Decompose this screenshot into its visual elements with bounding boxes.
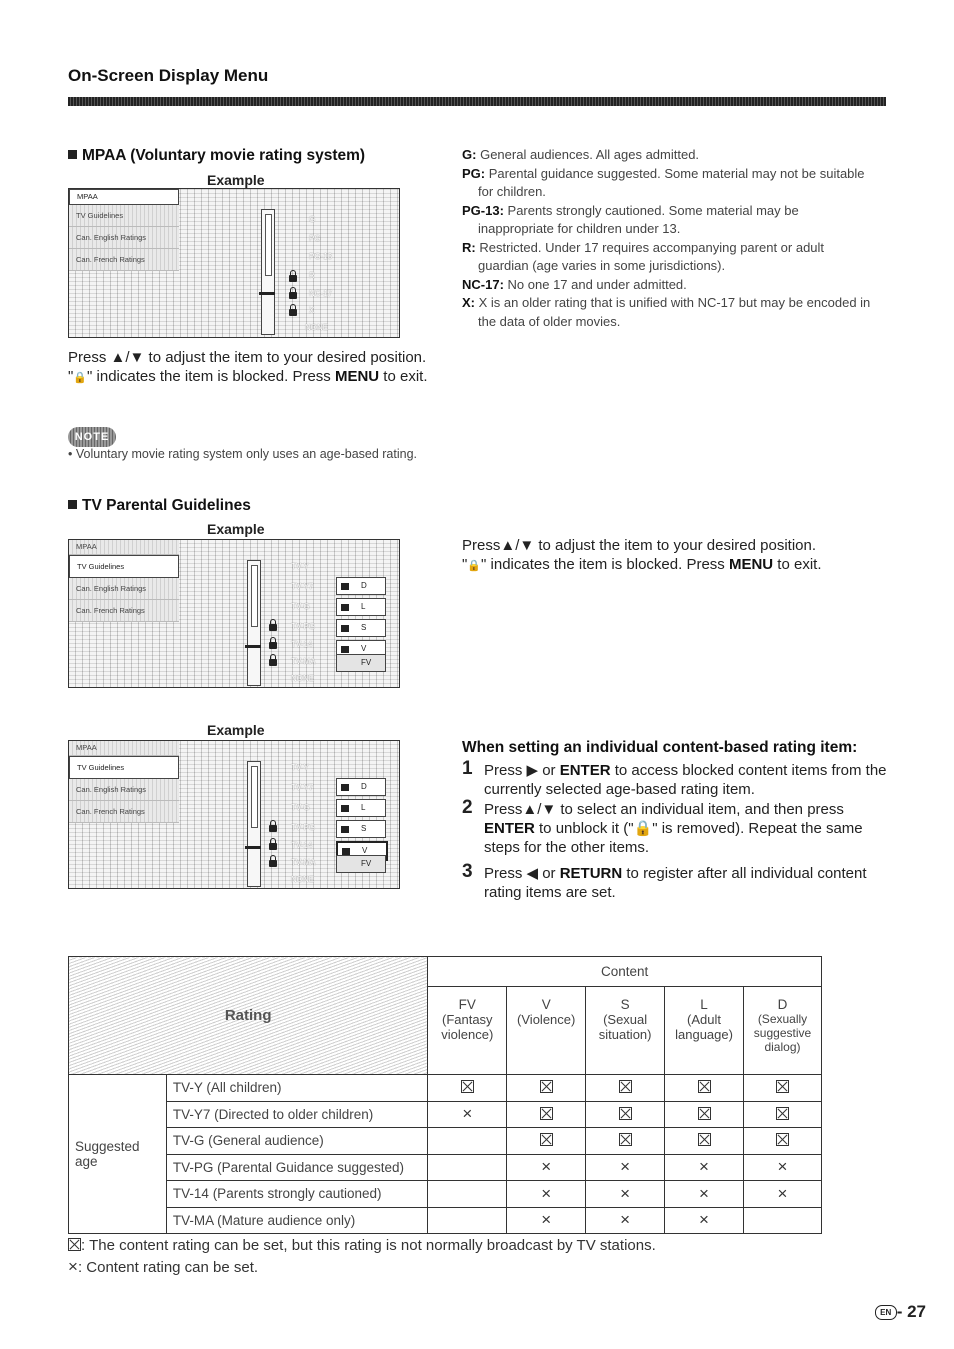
content-item-s: S bbox=[336, 820, 386, 838]
mpaa-heading: MPAA (Voluntary movie rating system) bbox=[68, 147, 365, 165]
box-cross-icon bbox=[698, 1107, 711, 1120]
cross-icon: × bbox=[462, 1104, 473, 1124]
def-pg: PG: Parental guidance suggested. Some material may not be suitable for children. bbox=[462, 165, 865, 199]
rating-cell bbox=[586, 1128, 665, 1155]
box-cross-icon bbox=[461, 1080, 474, 1093]
menu-item-tv-guidelines: TV Guidelines bbox=[69, 555, 179, 578]
tv-example2-label: Example bbox=[207, 722, 265, 738]
suggested-age-label: Suggested age bbox=[69, 1075, 167, 1234]
rating-slider bbox=[261, 209, 275, 335]
level-tv-14: TV-14 bbox=[291, 640, 313, 649]
level-tv-pg: TV-PG bbox=[291, 823, 316, 832]
content-header: Content bbox=[428, 957, 822, 987]
def-x: X: X is an older rating that is unified with NC-17 but may be encoded in the data of older movies. bbox=[462, 295, 871, 329]
rating-cell bbox=[507, 1207, 586, 1234]
level-tv-y: TV-Y bbox=[291, 763, 309, 772]
menu-item-mpaa: MPAA bbox=[69, 540, 179, 555]
cross-icon: × bbox=[541, 1157, 552, 1177]
page-header: On-Screen Display Menu bbox=[68, 66, 269, 85]
level-tv-y7: TV-Y7 bbox=[291, 582, 314, 591]
def-r: R: Restricted. Under 17 requires accompanying parent or adult guardian (age varies in some jurisdictions). bbox=[462, 239, 825, 273]
box-cross-icon bbox=[619, 1080, 632, 1093]
rating-cell bbox=[428, 1128, 507, 1155]
tv-screen-example-1 bbox=[68, 539, 400, 688]
box-cross-icon bbox=[540, 1133, 553, 1146]
rating-cell bbox=[507, 1075, 586, 1102]
note-badge: NOTE bbox=[68, 427, 116, 447]
level-tv-g: TV-G bbox=[291, 602, 310, 611]
level-r: R bbox=[309, 271, 315, 280]
box-cross-icon bbox=[698, 1133, 711, 1146]
box-cross-icon bbox=[540, 1080, 553, 1093]
menu-item-tv-guidelines: TV Guidelines bbox=[69, 205, 179, 227]
row-label: TV-Y7 (Directed to older children) bbox=[166, 1101, 427, 1128]
cross-icon: × bbox=[777, 1183, 788, 1203]
cross-icon: × bbox=[777, 1157, 788, 1177]
rating-menu bbox=[69, 540, 179, 622]
rating-cell bbox=[428, 1154, 507, 1181]
rating-cell bbox=[428, 1075, 507, 1102]
cross-icon: × bbox=[541, 1183, 552, 1203]
step-1: 1 Press ▶ or ENTER to access blocked content items from the currently selected age-based rating item. bbox=[462, 758, 887, 798]
row-label: TV-PG (Parental Guidance suggested) bbox=[166, 1154, 427, 1181]
def-pg13: PG-13: Parents strongly cautioned. Some material may be inappropriate for children under 13. bbox=[462, 202, 799, 236]
cross-icon: × bbox=[68, 1257, 78, 1276]
menu-item-can-english: Can. English Ratings bbox=[69, 779, 179, 801]
level-pg13: PG-13 bbox=[309, 252, 333, 261]
legend-x: ×: Content rating can be set. bbox=[68, 1257, 259, 1276]
step-3: 3 Press ◀ or RETURN to register after all individual content rating items are set. bbox=[462, 861, 867, 901]
box-cross-icon bbox=[776, 1080, 789, 1093]
square-bullet-icon bbox=[68, 150, 77, 159]
rating-cell bbox=[507, 1181, 586, 1208]
rating-cell bbox=[743, 1128, 821, 1155]
language-badge: EN bbox=[875, 1305, 897, 1320]
mpaa-example-label: Example bbox=[207, 172, 265, 188]
tv-heading: TV Parental Guidelines bbox=[68, 497, 251, 515]
content-item-d: D bbox=[336, 577, 386, 595]
rating-cell bbox=[586, 1207, 665, 1234]
level-tv-pg: TV-PG bbox=[291, 622, 316, 631]
rating-cell bbox=[665, 1181, 744, 1208]
level-none: NONE bbox=[305, 323, 329, 332]
mpaa-instructions: Press ▲/▼ to adjust the item to your desired position. "🔒" indicates the item is blocked. Press MENU to exit. bbox=[68, 349, 428, 385]
content-item-fv: FV bbox=[336, 654, 386, 672]
rating-cell bbox=[586, 1181, 665, 1208]
cross-icon: × bbox=[620, 1157, 631, 1177]
menu-item-can-french: Can. French Ratings bbox=[69, 249, 179, 271]
legend-box: : The content rating can be set, but this rating is not normally broadcast by TV stations. bbox=[68, 1237, 656, 1254]
menu-item-can-english: Can. English Ratings bbox=[69, 227, 179, 249]
table-row bbox=[69, 1154, 822, 1181]
rating-cell bbox=[428, 1181, 507, 1208]
box-cross-icon bbox=[776, 1107, 789, 1120]
lock-icon bbox=[269, 642, 277, 649]
rating-cell bbox=[586, 1154, 665, 1181]
menu-item-can-french: Can. French Ratings bbox=[69, 801, 179, 823]
rating-slider bbox=[247, 761, 261, 887]
col-v: V (Violence) bbox=[507, 987, 586, 1075]
cross-icon: × bbox=[620, 1210, 631, 1230]
rating-header-cell: Rating bbox=[69, 957, 428, 1075]
menu-item-can-english: Can. English Ratings bbox=[69, 578, 179, 600]
lock-icon bbox=[269, 860, 277, 867]
content-item-d: D bbox=[336, 778, 386, 796]
cross-icon: × bbox=[699, 1210, 709, 1230]
mpaa-note: • Voluntary movie rating system only uses an age-based rating. bbox=[68, 447, 418, 461]
row-label: TV-MA (Mature audience only) bbox=[166, 1207, 427, 1234]
table-row bbox=[69, 1101, 822, 1128]
box-cross-icon bbox=[776, 1133, 789, 1146]
rating-cell bbox=[507, 1154, 586, 1181]
lock-icon bbox=[269, 659, 277, 666]
lock-icon bbox=[289, 292, 297, 299]
lock-icon bbox=[269, 624, 277, 631]
level-tv-g: TV-G bbox=[291, 803, 310, 812]
level-none: NONE bbox=[291, 674, 315, 683]
square-bullet-icon bbox=[68, 500, 77, 509]
menu-item-tv-guidelines: TV Guidelines bbox=[69, 756, 179, 779]
mpaa-screen-example bbox=[68, 188, 400, 338]
content-item-fv: FV bbox=[336, 855, 386, 873]
level-tv-y: TV-Y bbox=[291, 562, 309, 571]
rating-cell bbox=[743, 1101, 821, 1128]
level-g: G bbox=[309, 215, 316, 224]
level-tv-ma: TV-MA bbox=[291, 858, 316, 867]
level-none: NONE bbox=[291, 875, 315, 884]
level-tv-14: TV-14 bbox=[291, 841, 313, 850]
lock-icon bbox=[289, 275, 297, 282]
menu-item-mpaa: MPAA bbox=[69, 741, 179, 756]
rating-cell bbox=[665, 1128, 744, 1155]
row-label: TV-Y (All children) bbox=[166, 1075, 427, 1102]
lock-icon bbox=[289, 309, 297, 316]
table-row bbox=[69, 1075, 822, 1102]
tv-screen-example-2 bbox=[68, 740, 400, 889]
level-tv-ma: TV-MA bbox=[291, 657, 316, 666]
header-rule bbox=[68, 97, 886, 106]
menu-item-mpaa: MPAA bbox=[69, 189, 179, 205]
cross-icon: × bbox=[620, 1183, 631, 1203]
rating-cell bbox=[507, 1128, 586, 1155]
table-row bbox=[69, 1128, 822, 1155]
rating-menu bbox=[69, 189, 179, 271]
rating-cell bbox=[743, 1075, 821, 1102]
rating-cell bbox=[507, 1101, 586, 1128]
col-fv: FV (Fantasy violence) bbox=[428, 987, 507, 1075]
rating-cell bbox=[665, 1154, 744, 1181]
rating-table bbox=[68, 956, 822, 1234]
tv-example-label: Example bbox=[207, 521, 265, 537]
cross-icon: × bbox=[541, 1210, 552, 1230]
rating-cell bbox=[743, 1181, 821, 1208]
box-cross-icon bbox=[619, 1133, 632, 1146]
def-nc17: NC-17: No one 17 and under admitted. bbox=[462, 276, 687, 292]
rating-cell bbox=[665, 1207, 744, 1234]
content-item-v: V bbox=[336, 640, 386, 658]
rating-cell bbox=[586, 1075, 665, 1102]
cross-icon: × bbox=[699, 1157, 709, 1177]
rating-cell bbox=[428, 1207, 507, 1234]
col-l: L (Adult language) bbox=[665, 987, 744, 1075]
level-tv-y7: TV-Y7 bbox=[291, 783, 314, 792]
content-item-v-selected: V bbox=[336, 841, 388, 861]
level-nc17: NC-17 bbox=[309, 289, 333, 298]
box-cross-icon bbox=[619, 1107, 632, 1120]
table-row bbox=[69, 1207, 822, 1234]
rating-cell bbox=[665, 1075, 744, 1102]
box-cross-icon bbox=[698, 1080, 711, 1093]
level-pg: PG bbox=[309, 234, 321, 243]
row-label: TV-G (General audience) bbox=[166, 1128, 427, 1155]
col-d: D (Sexually suggestive dialog) bbox=[743, 987, 821, 1075]
rating-cell bbox=[743, 1154, 821, 1181]
rating-cell bbox=[665, 1101, 744, 1128]
rating-cell bbox=[743, 1207, 821, 1234]
step-2: 2 Press▲/▼ to select an individual item, and then press ENTER to unblock it ("🔒" is removed). Repeat the same steps for the other items. bbox=[462, 797, 863, 856]
menu-item-can-french: Can. French Ratings bbox=[69, 600, 179, 622]
rating-slider bbox=[247, 560, 261, 686]
lock-icon bbox=[269, 825, 277, 832]
col-s: S (Sexual situation) bbox=[586, 987, 665, 1075]
box-cross-icon bbox=[540, 1107, 553, 1120]
rating-cell bbox=[586, 1101, 665, 1128]
row-label: TV-14 (Parents strongly cautioned) bbox=[166, 1181, 427, 1208]
table-row bbox=[69, 1181, 822, 1208]
content-item-s: S bbox=[336, 619, 386, 637]
lock-icon bbox=[269, 843, 277, 850]
content-item-l: L bbox=[336, 598, 386, 616]
mpaa-definitions bbox=[462, 146, 872, 331]
page-number: EN - 27 bbox=[875, 1302, 926, 1322]
cross-icon: × bbox=[699, 1183, 709, 1203]
level-x: X bbox=[309, 306, 315, 315]
rating-menu bbox=[69, 741, 179, 823]
content-item-l: L bbox=[336, 799, 386, 817]
individual-heading: When setting an individual content-based rating item: bbox=[462, 739, 858, 756]
rating-cell bbox=[428, 1101, 507, 1128]
box-cross-icon bbox=[68, 1238, 81, 1251]
def-g: G: General audiences. All ages admitted. bbox=[462, 147, 700, 162]
tv-instructions: Press▲/▼ to adjust the item to your desired position. "🔒" indicates the item is blocked. Press MENU to exit. bbox=[462, 537, 822, 573]
